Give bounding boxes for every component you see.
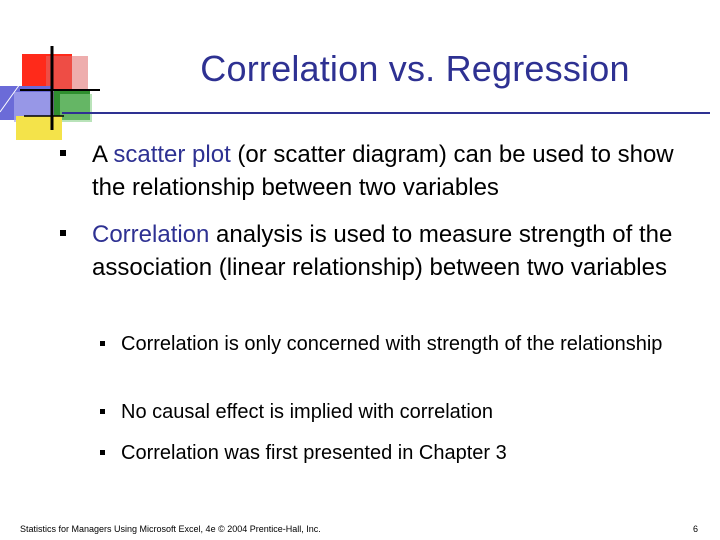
bullet-text-post: (or scatter diagram) can be used to show the relationship between two variables [92,141,674,201]
bullet-highlight: Correlation [92,221,210,248]
sub-bullet-text: Correlation was first presented in Chapter 3 [121,442,507,464]
slide-title: Correlation vs. Regression [200,48,630,89]
sub-bullet-text: Correlation is only concerned with strength of the relationship [121,333,663,355]
sub-bullet-item [100,439,680,467]
page-number: 6 [693,524,699,534]
bullet-item [60,138,700,204]
bullet-square-icon [100,450,105,455]
bullet-square-icon [100,409,105,414]
footer-copyright: Statistics for Managers Using Microsoft Excel, 4e © 2004 Prentice-Hall, Inc. [20,524,321,534]
bullet-text-post: analysis is used to measure strength of the association (linear relationship) between two variables [92,221,673,281]
bullet-text [92,218,700,284]
bullet-text [92,138,700,204]
sub-bullet-item [100,330,680,358]
bullet-square-icon [60,150,66,156]
bullet-text-pre: A [92,141,114,168]
sub-bullet-text: No causal effect is implied with correlation [121,401,494,423]
bullet-highlight: scatter plot [113,141,231,168]
bullet-item [60,218,700,284]
bullet-square-icon [100,341,105,346]
sub-bullet-item [100,398,680,426]
bullet-square-icon [60,230,66,236]
